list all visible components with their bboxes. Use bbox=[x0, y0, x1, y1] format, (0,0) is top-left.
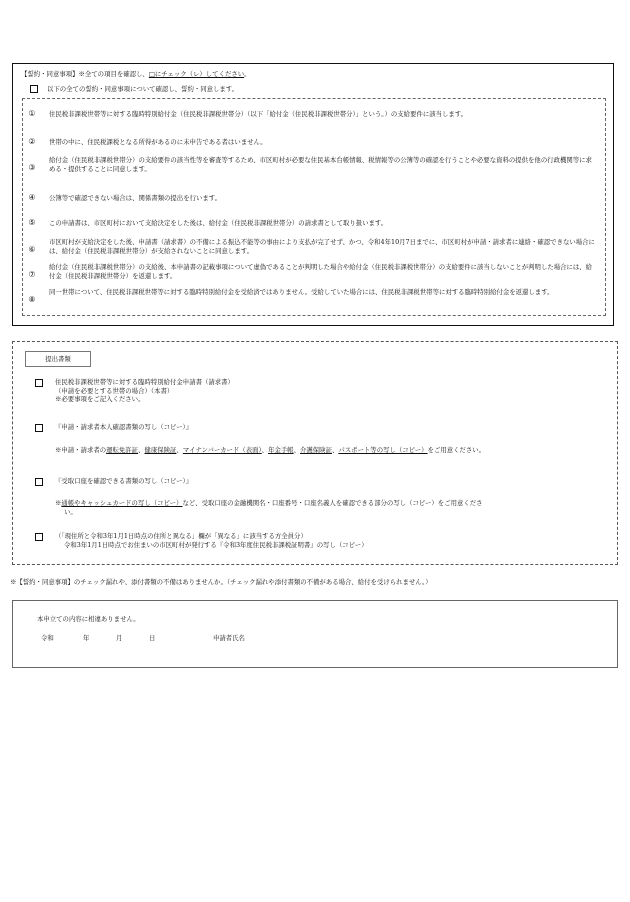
item-number: ④ bbox=[28, 193, 36, 202]
doc-application-form-note: （申請を必要とする世帯の場合）（本書） bbox=[55, 386, 174, 395]
consent-title: 【誓約・同意事項】 bbox=[21, 70, 79, 78]
doc-tax-exemption-title: 令和3年1月1日時点でお住まいの市区町村が発行する『令和3年度住民税非課税証明書』の写し（コピー） bbox=[64, 540, 368, 549]
doc-tax-exemption-condition: （「現住所と令和3年1月1日時点の住所と異なる」欄が「異なる」に該当する方全員分） bbox=[55, 532, 307, 540]
item-number: ③ bbox=[28, 163, 36, 172]
date-year-label: 年 bbox=[83, 634, 90, 642]
check-all-label: 以下の全ての誓約・同意事項について確認し、誓約・同意します。 bbox=[47, 85, 239, 93]
doc-bank-account-note: ※通帳やキャッシュカードの写し（コピー）など、受取口座の金融機関名・口座番号・口座名義人を確認できる部分の写し（コピー）をご用意くださ い。 bbox=[55, 499, 483, 516]
item-text: 世帯の中に、住民税課税となる所得があるのに未申告である者はいません。 bbox=[49, 138, 267, 146]
doc-tax-exemption-checkbox[interactable] bbox=[35, 533, 43, 541]
consent-section bbox=[12, 63, 614, 326]
consent-instruction-underlined: □にチェック（レ）してください bbox=[148, 70, 245, 78]
date-day-label: 日 bbox=[149, 634, 156, 642]
item-text: 給付金（住民税非課税世帯分）の支給後、本申請書の記載事項について虚偽であることが判明した場合や給付金（住民税非課税世帯分）の支給要件に該当しないことが判明した場合には、給付金（住民税非課税世帯分）を返還します。 bbox=[49, 263, 593, 280]
doc-id-copy-checkbox[interactable] bbox=[35, 424, 43, 432]
declaration-statement: 本申立ての内容に相違ありません。 bbox=[37, 615, 140, 623]
item-number: ⑥ bbox=[28, 245, 36, 254]
item-text: 公簿等で確認できない場合は、関係書類の提出を行います。 bbox=[49, 194, 222, 202]
documents-section bbox=[12, 341, 618, 565]
item-number: ⑤ bbox=[28, 218, 36, 227]
item-number: ② bbox=[28, 137, 36, 146]
item-number: ⑧ bbox=[28, 295, 36, 304]
item-text: 給付金（住民税非課税世帯分）の支給要件の該当性等を審査等するため、市区町村が必要な住民基本台帳情報、税情報等の公簿等の確認を行うことや必要な資料の提供を他の行政機関等に求める・提供することに同意します。 bbox=[49, 156, 592, 173]
signature-section bbox=[12, 600, 618, 668]
item-text: 住民税非課税世帯等に対する臨時特別給付金（住民税非課税世帯分）（以下「給付金（住民税非課税世帯分）」という。）の支給要件に該当します。 bbox=[49, 110, 468, 118]
doc-application-form-instruction: ※必要事項をご記入ください。 bbox=[55, 395, 145, 404]
consent-items-list bbox=[22, 98, 606, 316]
item-number: ① bbox=[28, 109, 36, 118]
date-month-label: 月 bbox=[116, 634, 123, 642]
doc-application-form-title: 住民税非課税世帯等に対する臨時特別給付金申請書（請求書） bbox=[55, 378, 234, 386]
consent-heading: 【誓約・同意事項】※全ての項目を確認し、□にチェック（レ）してください。 bbox=[21, 70, 251, 78]
applicant-name-label: 申請者氏名 bbox=[213, 634, 245, 642]
date-era-label: 令和 bbox=[41, 634, 54, 642]
doc-application-form-checkbox[interactable] bbox=[35, 379, 43, 387]
documents-label: 提出書類 bbox=[25, 351, 91, 367]
doc-id-copy-title: 『申請・請求者本人確認書類の写し（コピー）』 bbox=[55, 423, 193, 431]
consent-instruction: ※全ての項目を確認し、 bbox=[78, 70, 149, 78]
item-number: ⑦ bbox=[28, 270, 36, 279]
doc-id-copy-examples: ※申請・請求者の運転免許証、健康保険証、マイナンバーカード（表面）、年金手帳、介護保険証、パスポート等の写し（コピー）をご用意ください。 bbox=[55, 446, 486, 454]
item-text: 市区町村が支給決定をした後、申請書（請求書）の不備による振込不能等の事由により支払が完了せず、かつ、令和4年10月7日までに、市区町村が申請・請求者に連絡・確認できない場合には、給付金（住民税非課税世帯分）が支給されないことに同意します。 bbox=[49, 238, 595, 255]
item-text: この申請書は、市区町村において支給決定をした後は、給付金（住民税非課税世帯分）の請求書として取り扱います。 bbox=[49, 219, 388, 227]
check-all-checkbox[interactable] bbox=[30, 85, 38, 93]
item-text: 同一世帯について、住民税非課税世帯等に対する臨時特別給付金を受給済ではありません。受給していた場合には、住民税非課税世帯等に対する臨時特別給付金を返還します。 bbox=[49, 288, 554, 296]
doc-bank-account-checkbox[interactable] bbox=[35, 478, 43, 486]
doc-bank-account-title: 『受取口座を確認できる書類の写し（コピー）』 bbox=[55, 477, 193, 485]
check-notice: ※【誓約・同意事項】のチェック漏れや、添付書類の不備はありませんか。（チェック漏れや添付書類の不備がある場合、給付を受けられません。） bbox=[10, 578, 432, 586]
